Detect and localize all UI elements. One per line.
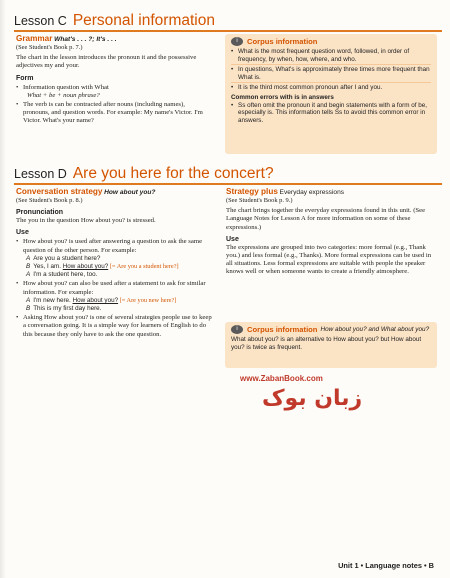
strategy-plus-ref: (See Student's Book p. 9.) [226, 197, 293, 205]
corpus-bullet: • It is the third most common pronoun after I and you. [231, 84, 431, 93]
lesson-c-title: Personal information [72, 12, 215, 29]
lesson-d-label: Lesson D [14, 167, 67, 181]
grammar-bullet-1: • Information question with What What + be + noun phrase? [16, 84, 212, 100]
corpus-title-extra: How about you? and What about you? [320, 325, 430, 333]
info-icon: i [231, 325, 243, 334]
watermark-logo: زبان بوک [262, 386, 363, 411]
lesson-c-header [14, 12, 442, 32]
lesson-c-corpus-box [225, 34, 437, 154]
pronunciation-label: Pronunciation [16, 209, 64, 217]
example-line: A I'm new here. How about you? [= Are you new here?] [26, 296, 177, 304]
conversation-heading: Conversation strategy [16, 187, 103, 196]
use-bullet-2: • How about you? can also be used after a statement to ask for similar information. For example: [16, 280, 214, 296]
conversation-ref: (See Student's Book p. 8.) [16, 197, 83, 205]
page-footer: Unit 1 • Language notes • B [338, 561, 434, 570]
grammar-ref: (See Student's Book p. 7.) [16, 44, 83, 52]
corpus-text: What about you? is an alternative to How about you? but How about you? is twice as frequent. [231, 336, 422, 351]
strategy-use-text: The expressions are grouped into two categories: more formal (e.g., Thank you.) and less formal (e.g., Thanks). More formal expressions can be used in all situations. Less formal expressions are suitable with people the speaker knows well or when someone wants to create a friendly atmosphere. [226, 243, 432, 276]
watermark-url: www.ZabanBook.com [240, 374, 323, 383]
grammar-subheading: What's . . . ?; It's . . . [54, 36, 117, 43]
lesson-d-corpus-box [225, 322, 437, 368]
example-line: B Yes, I am. How about you? [= Are you a student here?] [26, 263, 179, 271]
corpus-bullet: • What is the most frequent question word, followed, in order of frequency, by when, how, where, and who. [231, 48, 431, 65]
grammar-bullet-2: • The verb is can be contracted after nouns (including names), pronouns, and question words. For example: My name's Victor. I'm Victor. What's your name? [16, 101, 212, 126]
example-line: A I'm a student here, too. [26, 271, 98, 279]
conversation-subheading: How about you? [104, 189, 156, 196]
lesson-c-label: Lesson C [14, 14, 67, 28]
strategy-plus-subheading: Everyday expressions [279, 189, 345, 196]
use-label: Use [16, 229, 29, 237]
example-1 [16, 255, 214, 280]
use-bullet-1: • How about you? is used after answering a question to ask the same question of the other person. For example: [16, 238, 214, 254]
grammar-intro: The chart in the lesson introduces the pronoun it and the possessive adjectives my and your. [16, 54, 197, 70]
lesson-d-header [14, 165, 442, 185]
example-line: A Are you a student here? [26, 254, 101, 262]
common-errors-label: Common errors with is in answers [231, 93, 334, 101]
lesson-c-grammar [16, 34, 212, 126]
strategy-plus-intro: The chart brings together the everyday expressions found in this unit. (See Language Notes for Lesson A for more information on some of these expressions.) [226, 207, 426, 231]
strategy-use-label: Use [226, 235, 239, 243]
page-edge-shadow [0, 0, 6, 578]
common-errors-text: • Ss often omit the pronoun it and begin statements with a form of be, especially is. This information tells Ss to avoid this common error in answers. [231, 102, 431, 126]
form-label: Form [16, 74, 34, 82]
grammar-formula: What + be + noun phrase? [27, 91, 100, 99]
corpus-bullet: • In questions, What's is approximately three times more frequent than What is. [231, 66, 431, 83]
corpus-title: Corpus information [247, 324, 318, 334]
corpus-title: Corpus information [247, 36, 318, 46]
lesson-d-title: Are you here for the concert? [72, 165, 274, 182]
use-bullet-3: • Asking How about you? is one of several strategies people use to keep a conversation going. It is a simple way for learners of English to do this because they only have to ask the one question. [16, 314, 214, 339]
strategy-plus-heading: Strategy plus [226, 187, 278, 196]
grammar-heading: Grammar [16, 34, 53, 43]
pronunciation-text: The you in the question How about you? is stressed. [16, 217, 156, 225]
example-line: B This is my first day here. [26, 305, 102, 313]
conversation-strategy [16, 187, 214, 339]
example-2 [16, 297, 214, 313]
info-icon: i [231, 37, 243, 46]
strategy-plus [226, 187, 438, 278]
